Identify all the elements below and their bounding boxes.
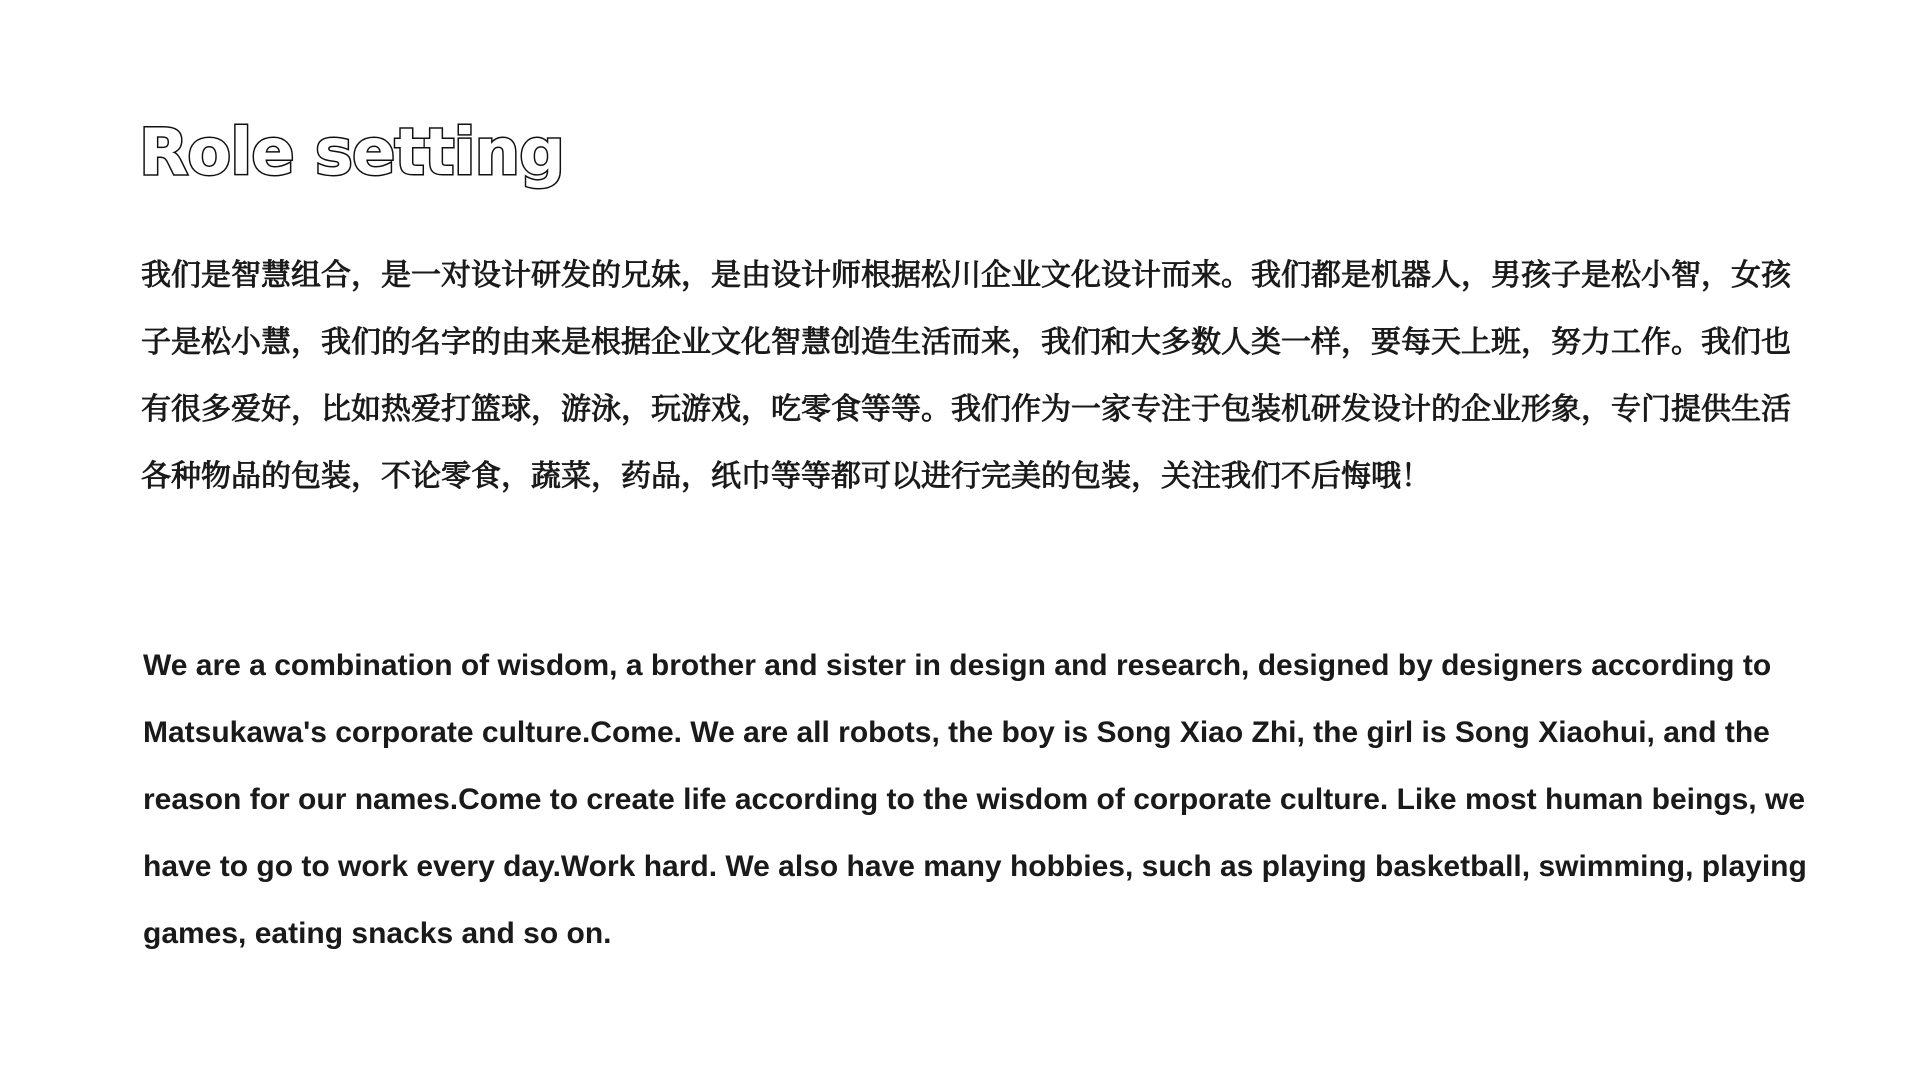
page-title: Role setting	[139, 116, 564, 190]
english-description-paragraph: We are a combination of wisdom, a brother and sister in design and research, designed by designers according to Matsukawa's corporate culture.Come. We are all robots, the boy is Song Xiao Zhi, the girl is Song Xiaohui, and the reason for our names.Come to create life according to the wisdom of corporate culture. Like most human beings, we have to go to work every day.Work hard. We also have many hobbies, such as playing basketball, swimming, playing games, eating snacks and so on.	[143, 649, 1807, 950]
chinese-description-paragraph: 我们是智慧组合，是一对设计研发的兄妹，是由设计师根据松川企业文化设计而来。我们都是机器人，男孩子是松小智，女孩子是松小慧，我们的名字的由来是根据企业文化智慧创造生活而来，我们和大多数人类一样，要每天上班，努力工作。我们也有很多爱好，比如热爱打篮球，游泳，玩游戏，吃零食等等。我们作为一家专注于包装机研发设计的企业形象，专门提供生活各种物品的包装，不论零食，蔬菜，药品，纸巾等等都可以进行完美的包装，关注我们不后悔哦！	[141, 258, 1791, 494]
